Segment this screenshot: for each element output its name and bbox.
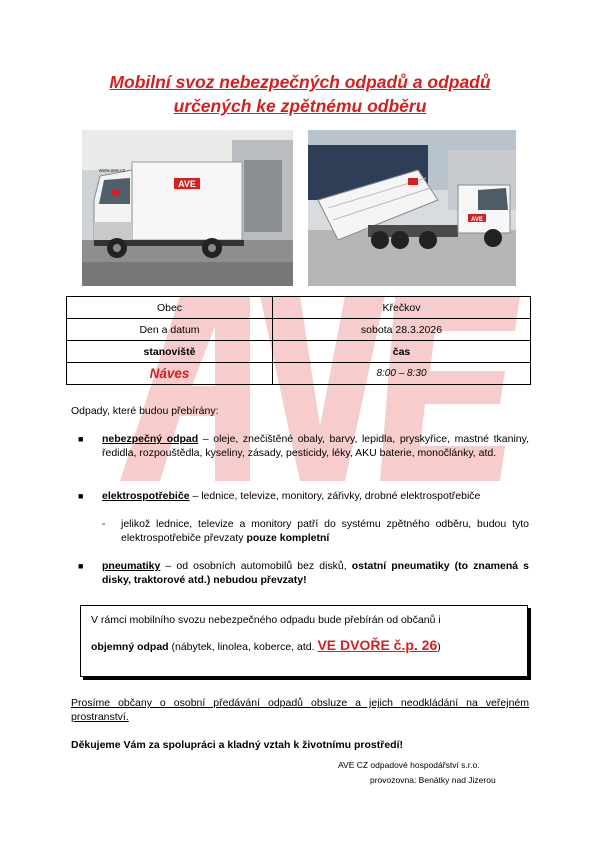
den-value: sobota 28.3.2026 [273,319,531,341]
obec-label: Obec [67,297,273,319]
sub-text: jelikož lednice, televize a monitory patří do systému zpětného odběru, budou tyto elektrospotřebiče převzaty [121,518,529,544]
item-text: – lednice, televize, monitory, zářivky, drobné elektrospotřebiče [189,490,481,502]
box-highlight: VE DVOŘE č.p. 26 [317,637,438,653]
obec-value: Křečkov [273,297,531,319]
box-bold: objemný odpad [91,641,169,653]
stanoviste-label: stanoviště [67,341,273,363]
title-line-2: určených ke zpětnému odběru [173,96,427,116]
item-term: elektrospotřebiče [102,490,190,502]
list-item-electro [78,489,529,503]
svg-text:AVE: AVE [178,179,196,189]
bullet-icon: ■ [78,491,84,501]
item-term: nebezpečný odpad [102,433,199,445]
svg-text:AVE: AVE [471,217,483,223]
list-subitem-electro [102,517,529,545]
list-item-hazardous [78,432,530,460]
svg-text:www.ave.cz: www.ave.cz [98,168,126,174]
page-title [0,70,600,118]
den-label: Den a datum [67,319,273,341]
sub-dash: - [102,518,106,530]
box-line-2 [91,637,441,653]
cas-label: čas [273,341,531,363]
box-end: ) [437,641,441,653]
list-item-tyres [78,559,529,587]
footer-company: AVE CZ odpadové hospodářství s.r.o. [338,760,480,770]
cas-value: 8:00 – 8:30 [273,363,531,385]
item-term: pneumatiky [102,560,161,572]
sub-bold: pouze kompletní [246,532,330,544]
info-table [66,296,531,385]
photo-box-truck [82,130,293,286]
title-line-1: Mobilní svoz nebezpečných odpadů a odpadů [109,72,491,92]
footer-branch: provozovna: Benátky nad Jizerou [370,775,496,785]
item-bold: ostatní pneumatiky (to znamená s disky, traktorové atd.) nebudou převzaty! [102,560,529,586]
bullet-icon: ■ [78,434,84,444]
intro-text: Odpady, které budou přebírány: [71,405,219,417]
box-text: (nábytek, linolea, koberce, atd. [168,641,318,653]
photo-hooklift-truck [308,130,516,286]
bulky-waste-box [80,605,528,677]
notice-text: Prosíme občany o osobní předávání odpadů obsluze a jejich neodkládání na veřejném prostranství. [71,697,529,723]
item-text: – oleje, znečištěné obaly, barvy, lepidla, pryskyřice, mastné tkaniny, ředidla, rozpouštědla, kyseliny, zásady, pesticidy, léky, AKU baterie, monočlánky, atd. [102,433,530,459]
box-line-1: V rámci mobilního svozu nebezpečného odpadu bude přebírán od občanů i [91,614,441,626]
item-text: – od osobních automobilů bez disků, [160,560,352,572]
thanks-text: Děkujeme Vám za spolupráci a kladný vztah k životnímu prostředí! [71,739,404,751]
bullet-icon: ■ [78,561,84,571]
stanoviste-value: Náves [67,363,273,385]
